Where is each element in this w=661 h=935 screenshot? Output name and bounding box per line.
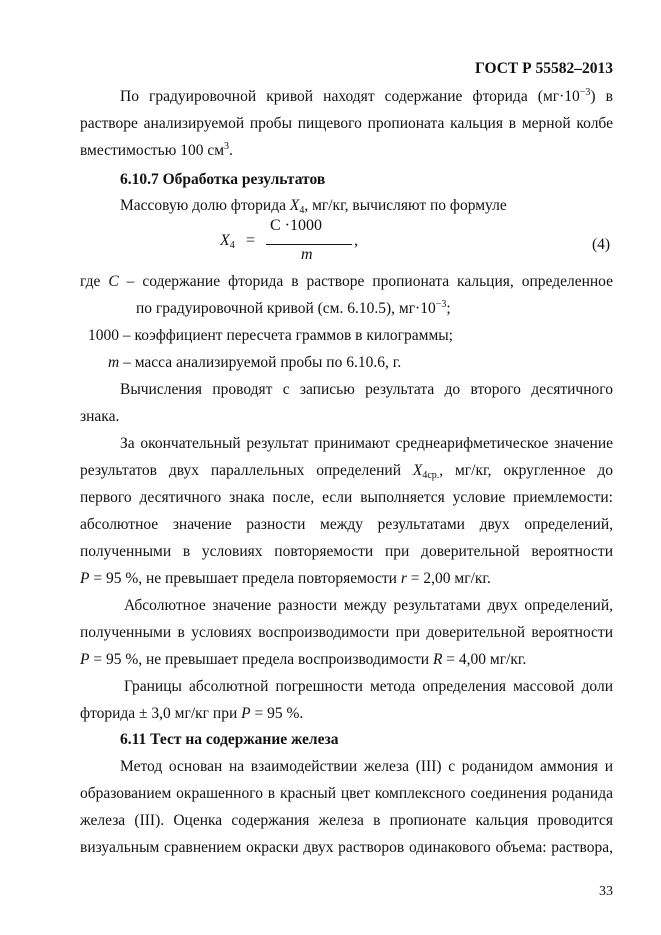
text-line: вместимостью 100 $см^3$. <box>80 141 233 159</box>
text-line: результатов двух параллельных определений $X_{4ср.}$, мг/кг, округленное до <box>80 462 613 481</box>
text-line: За окончательный результат принимают среднеарифметическое значение <box>120 435 613 452</box>
paragraph-graduation-curve <box>80 83 613 164</box>
formula-legend <box>80 268 613 376</box>
formula-numerator: C ·1000 <box>270 217 322 234</box>
document-header: ГОСТ Р 55582–2013 <box>475 60 613 77</box>
section-heading-6-11: 6.11 Тест на содержание железа <box>120 731 339 748</box>
paragraph-final-result <box>80 430 613 592</box>
legend-line-c-cont: по градуировочной кривой (см. 6.10.5), $мг\cdot 10^{-3}$; <box>136 299 451 317</box>
paragraph-error-bounds <box>80 673 613 727</box>
paragraph-rounding <box>80 376 613 430</box>
text-line: Абсолютное значение разности между результатами двух определений, <box>124 597 613 614</box>
section-heading-6-10-7: 6.10.7 Обработка результатов <box>120 171 326 188</box>
text-line: образованием окрашенного в красный цвет комплексного соединения роданида <box>80 785 613 802</box>
text-line: знака. <box>80 408 120 425</box>
fraction-bar <box>266 244 352 245</box>
formula-equals: = <box>246 232 256 249</box>
formula-comma: , <box>354 232 358 249</box>
text-line: визуальным сравнением окраски двух растворов одинакового объема: раствора, <box>80 839 613 856</box>
text-line: Метод основан на взаимодействии железа (III) с роданидом аммония и <box>120 758 613 775</box>
text-line: P = 95 %, не превышает предела повторяемости r = 2,00 мг/кг. <box>80 570 491 587</box>
text-line: железа (III). Оценка содержания железа в пропионате кальция проводится <box>80 812 613 829</box>
formula-denominator: m <box>301 246 313 263</box>
text-line: Вычисления проводят с записью результата до второго десятичного <box>120 381 613 398</box>
paragraph-formula-intro <box>80 192 613 219</box>
text-line: полученными в условиях повторяемости при доверительной вероятности <box>80 543 613 560</box>
formula-4 <box>220 217 390 271</box>
paragraph-reproducibility <box>80 592 613 673</box>
text-line: абсолютное значение разности между результатами двух определений, <box>80 516 613 533</box>
legend-line-m: m – масса анализируемой пробы по 6.10.6, г. <box>108 354 402 371</box>
equation-number: (4) <box>592 236 611 253</box>
legend-line-c: где C – содержание фторида в растворе пропионата кальция, определенное <box>80 273 613 290</box>
page-number: 33 <box>599 884 613 899</box>
legend-line-1000: 1000 – коэффициент пересчета граммов в килограммы; <box>88 327 453 344</box>
text-line: фторида ± 3,0 мг/кг при P = 95 %. <box>80 705 304 722</box>
text-line: Массовую долю фторида $X_4$, мг/кг, вычисляют по формуле <box>120 197 507 216</box>
text-line: растворе анализируемой пробы пищевого пропионата кальция в мерной колбе <box>80 115 613 132</box>
text-line: Границы абсолютной погрешности метода определения массовой доли <box>124 678 613 695</box>
formula-lhs: $X_4$ <box>220 232 235 251</box>
text-line: P = 95 %, не превышает предела воспроизводимости R = 4,00 мг/кг. <box>80 651 527 668</box>
text-line: первого десятичного знака после, если выполняется условие приемлемости: <box>80 489 613 506</box>
text-line: полученными в условиях воспроизводимости при доверительной вероятности <box>80 624 613 641</box>
paragraph-iron-test <box>80 753 613 861</box>
text-line: По градуировочной кривой находят содержание фторида $(мг\cdot 10^{-3})$ в <box>120 87 613 105</box>
